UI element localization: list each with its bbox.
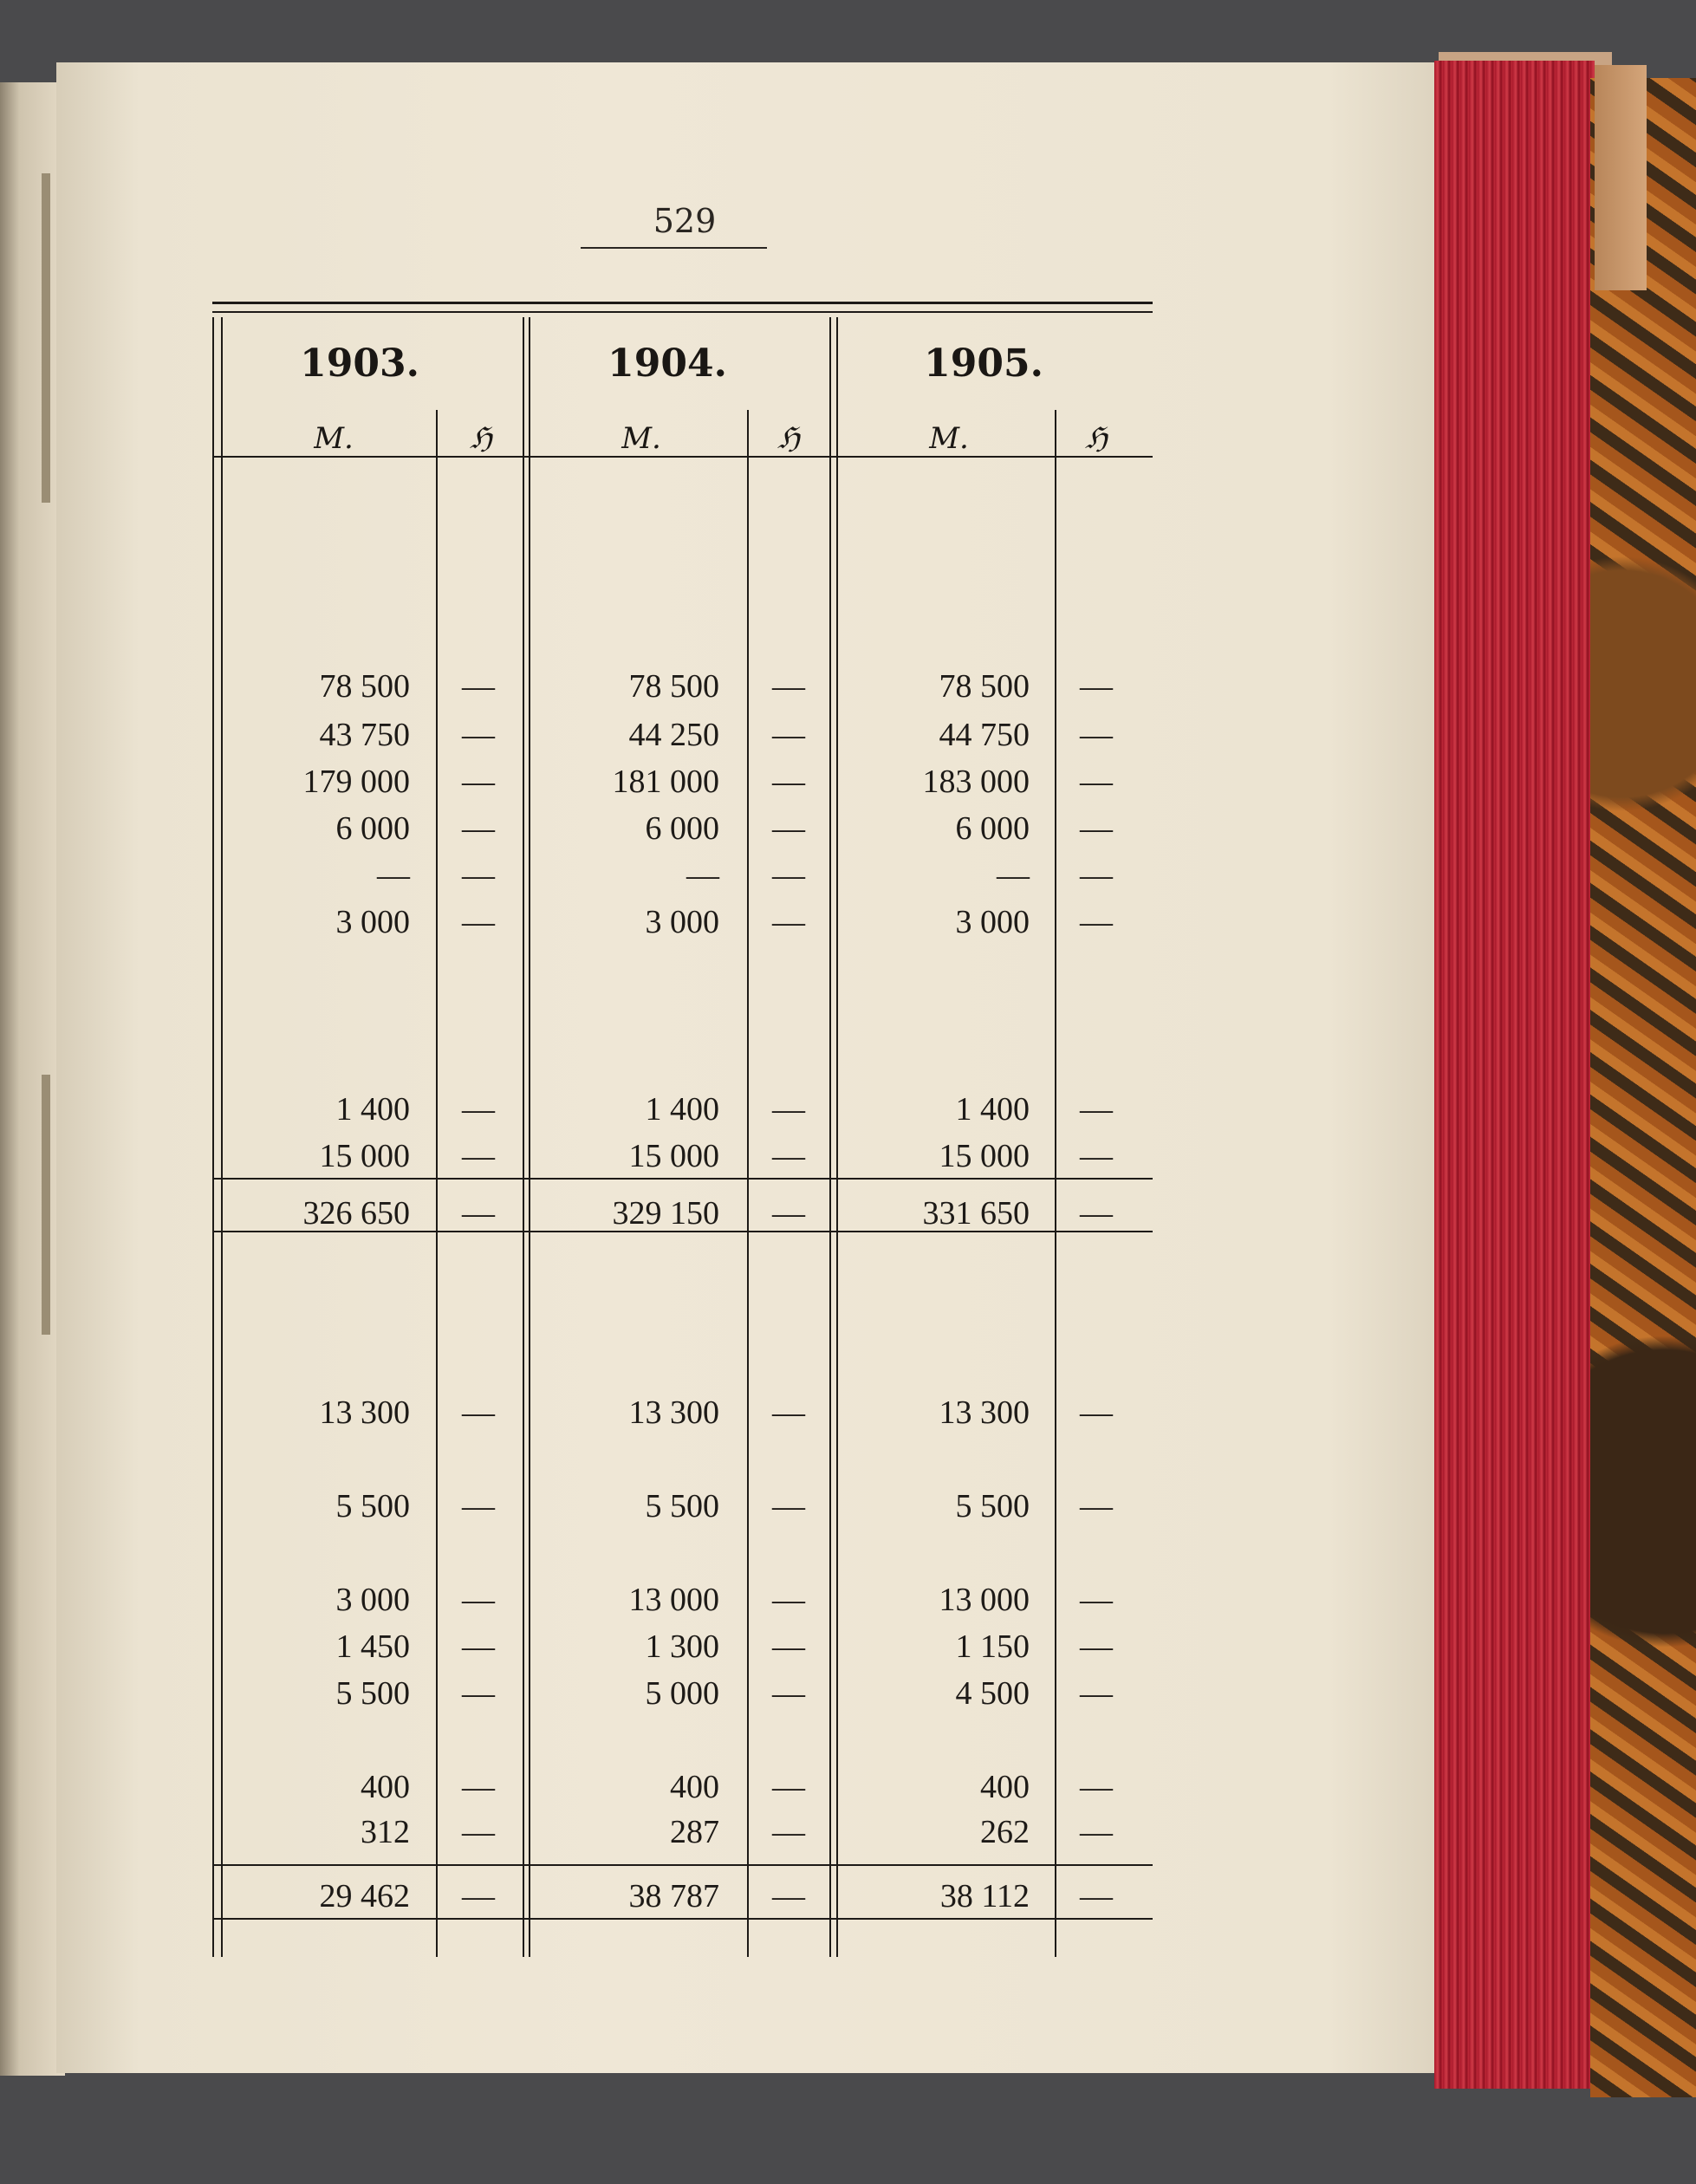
header-rule bbox=[212, 456, 1153, 458]
total-rule-lower bbox=[212, 1918, 1153, 1920]
table-top-rule-2 bbox=[212, 311, 1153, 313]
value-1904: 6 000 bbox=[645, 810, 719, 847]
pfennig-1903: — bbox=[462, 1628, 495, 1665]
value-1905: 1 150 bbox=[955, 1628, 1030, 1665]
value-1904: 329 150 bbox=[612, 1195, 719, 1232]
pfennig-1904: — bbox=[772, 1582, 805, 1618]
vrule-1904-1905-2 bbox=[836, 317, 838, 1957]
value-1905: 6 000 bbox=[955, 810, 1030, 847]
value-1904: 44 250 bbox=[628, 717, 719, 753]
value-1903: 5 500 bbox=[335, 1675, 410, 1712]
mark-unit-1904: M. bbox=[621, 421, 661, 456]
pfennig-unit-1903: ℌ bbox=[470, 421, 492, 456]
value-1903: 3 000 bbox=[335, 1582, 410, 1618]
value-1904: 13 000 bbox=[628, 1582, 719, 1618]
pfennig-1904: — bbox=[772, 1814, 805, 1850]
pfennig-1903: — bbox=[462, 810, 495, 847]
pfennig-1903: — bbox=[462, 1394, 495, 1431]
pfennig-1903: — bbox=[462, 1138, 495, 1174]
year-header-1905: 1905. bbox=[924, 341, 1043, 386]
pfennig-1903: — bbox=[462, 717, 495, 753]
pfennig-1904: — bbox=[772, 764, 805, 800]
value-1903: 179 000 bbox=[302, 764, 410, 800]
pfennig-1903: — bbox=[462, 1488, 495, 1524]
red-page-edges bbox=[1434, 61, 1595, 2089]
pfennig-1904: — bbox=[772, 1195, 805, 1232]
pfennig-1904: — bbox=[772, 1628, 805, 1665]
value-1905: 262 bbox=[980, 1814, 1030, 1850]
value-1903: 400 bbox=[361, 1769, 410, 1805]
value-1904: 38 787 bbox=[628, 1878, 719, 1914]
pfennig-1905: — bbox=[1080, 1488, 1113, 1524]
value-1905: 4 500 bbox=[955, 1675, 1030, 1712]
value-1904: 15 000 bbox=[628, 1138, 719, 1174]
vrule-1905-split bbox=[1055, 410, 1056, 1957]
value-1904: 3 000 bbox=[645, 904, 719, 940]
page-number: 529 bbox=[653, 202, 717, 240]
vrule-outer-left bbox=[212, 317, 214, 1957]
pfennig-1903: — bbox=[462, 668, 495, 705]
pfennig-1905: — bbox=[1080, 1814, 1113, 1850]
value-1905: 183 000 bbox=[922, 764, 1030, 800]
pfennig-1905: — bbox=[1080, 668, 1113, 705]
pfennig-unit-1905: ℌ bbox=[1085, 421, 1108, 456]
value-1904: — bbox=[686, 857, 719, 894]
vrule-1903-1904 bbox=[523, 317, 524, 1957]
value-1905: 44 750 bbox=[939, 717, 1030, 753]
pfennig-1904: — bbox=[772, 717, 805, 753]
value-1903: 1 450 bbox=[335, 1628, 410, 1665]
value-1903: 3 000 bbox=[335, 904, 410, 940]
value-1904: 13 300 bbox=[628, 1394, 719, 1431]
value-1905: 331 650 bbox=[922, 1195, 1030, 1232]
pfennig-1904: — bbox=[772, 668, 805, 705]
pfennig-1905: — bbox=[1080, 857, 1113, 894]
value-1904: 400 bbox=[670, 1769, 719, 1805]
budget-table bbox=[212, 302, 1153, 1957]
value-1904: 78 500 bbox=[628, 668, 719, 705]
value-1903: — bbox=[377, 857, 410, 894]
value-1903: 5 500 bbox=[335, 1488, 410, 1524]
pfennig-1903: — bbox=[462, 857, 495, 894]
value-1905: 5 500 bbox=[955, 1488, 1030, 1524]
pfennig-1904: — bbox=[772, 1091, 805, 1128]
pfennig-1904: — bbox=[772, 1488, 805, 1524]
vrule-outer-left-2 bbox=[221, 317, 223, 1957]
pfennig-1905: — bbox=[1080, 1394, 1113, 1431]
value-1905: 3 000 bbox=[955, 904, 1030, 940]
value-1903: 43 750 bbox=[319, 717, 410, 753]
pfennig-1903: — bbox=[462, 1878, 495, 1914]
pfennig-1904: — bbox=[772, 810, 805, 847]
value-1905: 400 bbox=[980, 1769, 1030, 1805]
value-1905: 13 300 bbox=[939, 1394, 1030, 1431]
pfennig-1905: — bbox=[1080, 1091, 1113, 1128]
value-1904: 1 300 bbox=[645, 1628, 719, 1665]
value-1905: — bbox=[997, 857, 1030, 894]
pfennig-1903: — bbox=[462, 1195, 495, 1232]
value-1904: 5 500 bbox=[645, 1488, 719, 1524]
vrule-1904-split bbox=[747, 410, 749, 1957]
pfennig-1905: — bbox=[1080, 904, 1113, 940]
pfennig-1904: — bbox=[772, 1769, 805, 1805]
total-rule-upper bbox=[212, 1864, 1153, 1866]
page-number-rule bbox=[581, 247, 767, 249]
pfennig-1905: — bbox=[1080, 1675, 1113, 1712]
subtotal-rule-upper bbox=[212, 1178, 1153, 1180]
year-header-1904: 1904. bbox=[608, 341, 727, 386]
pfennig-1905: — bbox=[1080, 717, 1113, 753]
pfennig-1905: — bbox=[1080, 1769, 1113, 1805]
pfennig-1903: — bbox=[462, 904, 495, 940]
value-1905: 38 112 bbox=[939, 1878, 1030, 1914]
pfennig-unit-1904: ℌ bbox=[777, 421, 800, 456]
pfennig-1905: — bbox=[1080, 810, 1113, 847]
value-1903: 326 650 bbox=[302, 1195, 410, 1232]
pfennig-1905: — bbox=[1080, 1582, 1113, 1618]
value-1903: 6 000 bbox=[335, 810, 410, 847]
pfennig-1904: — bbox=[772, 1138, 805, 1174]
mark-unit-1905: M. bbox=[929, 421, 969, 456]
pfennig-1903: — bbox=[462, 1582, 495, 1618]
pfennig-1903: — bbox=[462, 1814, 495, 1850]
value-1903: 1 400 bbox=[335, 1091, 410, 1128]
pfennig-1904: — bbox=[772, 1394, 805, 1431]
value-1903: 312 bbox=[361, 1814, 410, 1850]
pfennig-1905: — bbox=[1080, 1628, 1113, 1665]
pfennig-1904: — bbox=[772, 1878, 805, 1914]
year-header-1903: 1903. bbox=[300, 341, 419, 386]
pfennig-1903: — bbox=[462, 1091, 495, 1128]
left-page-edge bbox=[0, 82, 65, 2076]
value-1904: 5 000 bbox=[645, 1675, 719, 1712]
pfennig-1904: — bbox=[772, 1675, 805, 1712]
pfennig-1903: — bbox=[462, 1675, 495, 1712]
value-1905: 15 000 bbox=[939, 1138, 1030, 1174]
value-1903: 78 500 bbox=[319, 668, 410, 705]
vrule-1903-1904-2 bbox=[529, 317, 530, 1957]
pfennig-1904: — bbox=[772, 904, 805, 940]
pfennig-1904: — bbox=[772, 857, 805, 894]
mark-unit-1903: M. bbox=[314, 421, 354, 456]
pfennig-1903: — bbox=[462, 764, 495, 800]
pfennig-1903: — bbox=[462, 1769, 495, 1805]
value-1903: 29 462 bbox=[319, 1878, 410, 1914]
pfennig-1905: — bbox=[1080, 1138, 1113, 1174]
value-1904: 181 000 bbox=[612, 764, 719, 800]
value-1905: 13 000 bbox=[939, 1582, 1030, 1618]
pfennig-1905: — bbox=[1080, 764, 1113, 800]
vrule-1903-split bbox=[436, 410, 438, 1957]
binding-thread-upper bbox=[42, 173, 50, 503]
pfennig-1905: — bbox=[1080, 1195, 1113, 1232]
binding-thread-lower bbox=[42, 1075, 50, 1335]
value-1903: 15 000 bbox=[319, 1138, 410, 1174]
table-top-rule bbox=[212, 302, 1153, 304]
value-1905: 78 500 bbox=[939, 668, 1030, 705]
vrule-1904-1905 bbox=[829, 317, 831, 1957]
value-1904: 1 400 bbox=[645, 1091, 719, 1128]
value-1903: 13 300 bbox=[319, 1394, 410, 1431]
leather-corner bbox=[1595, 65, 1647, 290]
pfennig-1905: — bbox=[1080, 1878, 1113, 1914]
value-1905: 1 400 bbox=[955, 1091, 1030, 1128]
marbled-cover bbox=[1590, 78, 1696, 2097]
value-1904: 287 bbox=[670, 1814, 719, 1850]
